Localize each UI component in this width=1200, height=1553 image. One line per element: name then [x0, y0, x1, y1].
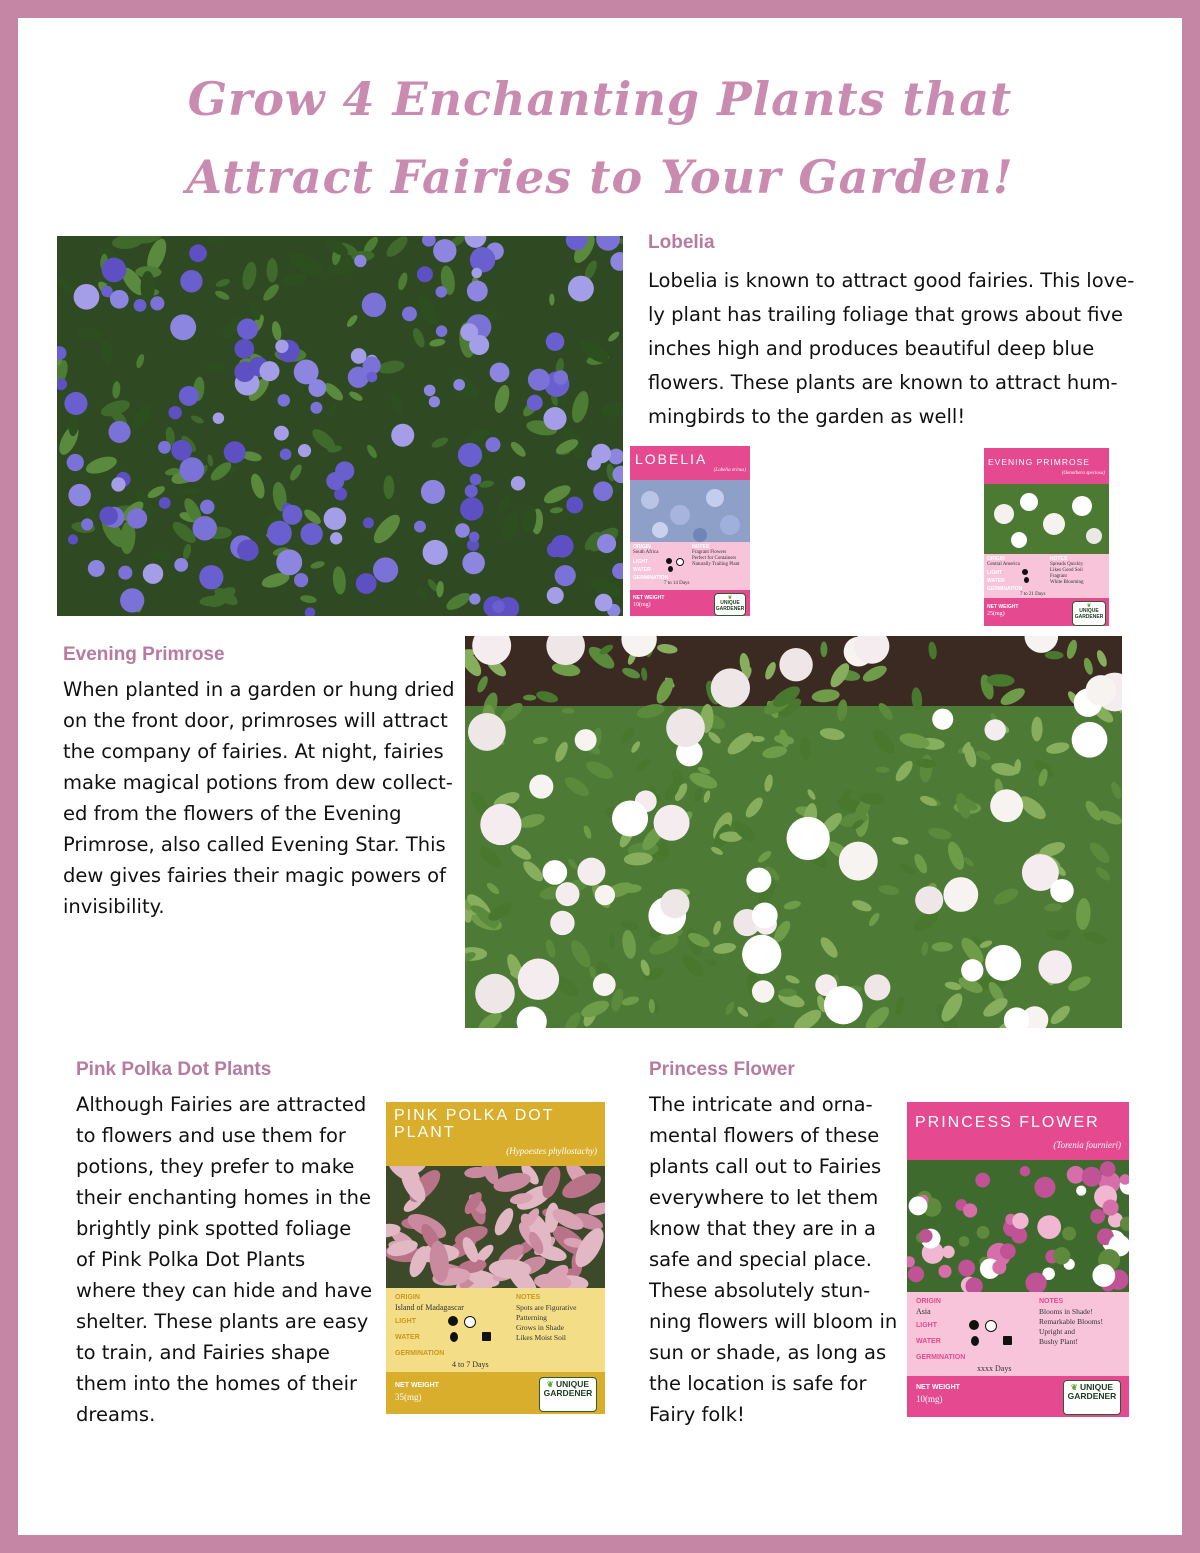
flower — [81, 518, 93, 530]
notes-label: NOTES — [1050, 556, 1068, 562]
flower — [391, 424, 414, 447]
net-weight-value: 35(mg) — [395, 1392, 422, 1402]
flower — [470, 247, 495, 272]
flower — [1034, 1177, 1055, 1198]
flower — [908, 1266, 924, 1282]
flower — [192, 516, 216, 540]
origin-value: Island of Madagascar — [395, 1303, 464, 1312]
foliage — [267, 258, 278, 282]
sun-icon — [448, 1316, 458, 1326]
net-weight-label: NET WEIGHT — [916, 1384, 960, 1391]
flower — [143, 563, 163, 583]
flower — [528, 369, 550, 391]
flower — [1020, 1166, 1031, 1177]
flower — [577, 858, 605, 886]
flower — [1037, 1215, 1061, 1239]
flower — [787, 817, 830, 860]
flower — [174, 558, 188, 572]
flower — [591, 444, 611, 464]
flower — [199, 565, 223, 589]
flower — [436, 286, 447, 297]
water-label: WATER — [633, 567, 651, 573]
flower — [1000, 1243, 1016, 1259]
flower — [326, 472, 344, 490]
flower — [752, 980, 774, 1002]
flower — [414, 521, 426, 533]
sun-icon — [666, 558, 672, 564]
notes-label: NOTES — [516, 1294, 541, 1301]
evening-primrose-description: When planted in a garden or hung dried on the front door, primroses will attract the company of fairies. At night, fairies make magical potions from dew collect- ed from the flowers of the Evening Primrose, also called Evening Star. This dew gives fairies their magic powers of invisibility. — [63, 678, 455, 918]
sun-icon — [969, 1320, 979, 1330]
flower — [433, 239, 456, 262]
flower — [436, 325, 447, 336]
brand-line-2: GARDENER — [543, 1388, 593, 1399]
water-label: WATER — [916, 1338, 941, 1345]
flower — [975, 1173, 990, 1188]
flower — [556, 882, 580, 906]
packet-info — [907, 1292, 1129, 1376]
flower — [597, 534, 616, 553]
flower — [373, 557, 398, 582]
flower — [158, 441, 171, 454]
flower — [189, 244, 207, 262]
flower — [990, 789, 1023, 822]
princess-flower-heading: Princess Flower — [649, 1059, 795, 1080]
flower — [1100, 1161, 1116, 1177]
flower — [298, 444, 311, 457]
flower — [511, 476, 525, 490]
flower — [543, 407, 566, 430]
flower — [711, 668, 750, 707]
origin-value: Asia — [916, 1307, 931, 1316]
sun-icon — [1022, 569, 1028, 575]
flower — [915, 886, 943, 914]
flower — [468, 713, 506, 751]
water-drop-icon — [971, 1336, 979, 1346]
net-weight-value: 10(mg) — [633, 602, 651, 608]
flower — [213, 412, 224, 423]
grid-icon — [482, 1332, 491, 1341]
flower — [943, 877, 978, 912]
flower — [1038, 950, 1071, 983]
page — [18, 18, 1182, 1535]
flower — [824, 986, 863, 1025]
flower — [568, 276, 594, 302]
flower — [351, 348, 367, 364]
flower — [64, 392, 87, 415]
brand-badge — [1072, 601, 1106, 626]
flower — [429, 396, 440, 407]
flower — [469, 532, 479, 542]
flower — [595, 885, 615, 905]
flower — [529, 774, 553, 798]
flower — [518, 959, 559, 1000]
evening-primrose-seed-packet — [984, 448, 1109, 626]
flower — [363, 517, 374, 528]
brand-line-1: UNIQUE — [1080, 1382, 1114, 1392]
leaf-icon: ❦ — [546, 1380, 554, 1389]
packet-image — [984, 484, 1109, 554]
flower — [402, 306, 417, 321]
flower — [1067, 1166, 1085, 1184]
flower — [278, 394, 290, 406]
flower — [958, 1260, 975, 1277]
flower — [480, 804, 521, 845]
flower — [527, 395, 543, 411]
lobelia-seed-packet — [630, 446, 750, 616]
flower — [470, 474, 482, 486]
flower — [455, 523, 470, 538]
flower — [224, 441, 246, 463]
leaf-icon: ❦ — [1086, 603, 1092, 609]
flower — [551, 535, 574, 558]
notes-value: Blooms in Shade! Remarkable Blooms! Upright and Bushy Plant! — [1039, 1307, 1103, 1346]
flower — [200, 500, 214, 514]
flower — [1092, 1264, 1115, 1287]
half-sun-icon — [985, 1320, 997, 1332]
flower — [1050, 879, 1074, 903]
flower — [612, 800, 648, 836]
foliage — [523, 695, 536, 701]
flower — [553, 370, 568, 385]
lobelia-description: Lobelia is known to attract good fairies. This love- ly plant has trailing foliage that grows about five inches high and produces beautiful deep blue flowers. These plants are known to attract hum- mingbirds to the garden as well! — [648, 269, 1135, 428]
flower — [421, 480, 445, 504]
flower — [909, 1196, 928, 1215]
flower — [593, 973, 616, 996]
foliage — [778, 988, 797, 996]
flower — [779, 648, 812, 681]
packet-footer — [907, 1376, 1129, 1417]
brand-line-2: GARDENER — [1067, 1391, 1117, 1402]
flower — [460, 497, 483, 520]
germination-label: GERMINATION — [987, 586, 1023, 592]
flower — [80, 286, 95, 301]
flower — [280, 449, 292, 461]
flower — [424, 385, 436, 397]
flower — [595, 594, 613, 612]
packet-footer — [386, 1372, 605, 1414]
flower — [977, 1226, 990, 1239]
flower — [275, 340, 288, 353]
flower — [490, 362, 510, 382]
packet-footer — [984, 598, 1109, 626]
pink-polka-dot-heading: Pink Polka Dot Plants — [76, 1059, 272, 1080]
flower — [150, 296, 164, 310]
germination-value: xxxx Days — [977, 1364, 1012, 1373]
flower — [99, 506, 118, 525]
flower — [237, 319, 258, 340]
flower — [310, 402, 322, 414]
packet-info — [630, 542, 750, 590]
lobelia-photo — [57, 236, 623, 616]
flower — [274, 426, 289, 441]
flower — [1086, 675, 1117, 706]
packet-info — [386, 1288, 605, 1372]
flower — [546, 332, 565, 351]
flower — [324, 507, 347, 530]
packet-latin-name: (Lobelia erinus) — [713, 468, 746, 473]
flower — [492, 600, 504, 612]
packet-title-line-1: PINK POLKA DOT — [394, 1107, 555, 1124]
flower — [300, 523, 322, 545]
flower — [118, 566, 132, 580]
flower — [575, 729, 597, 751]
flower — [308, 379, 326, 397]
flower — [961, 959, 983, 981]
flower — [593, 481, 613, 501]
flower — [170, 314, 196, 340]
germination-label: GERMINATION — [395, 1350, 445, 1357]
flower — [985, 945, 1021, 981]
flower — [742, 935, 781, 974]
flower — [120, 588, 144, 612]
flower — [666, 708, 705, 747]
princess-flower-seed-packet — [907, 1102, 1129, 1417]
light-label: LIGHT — [987, 570, 1002, 576]
notes-value: Spots are Figurative Patterning Grows in Shade Likes Moist Soil — [516, 1303, 577, 1342]
flower — [985, 719, 1006, 740]
flower — [102, 258, 127, 283]
brand-line-1: UNIQUE — [556, 1379, 590, 1389]
flower — [1102, 1200, 1118, 1216]
flower — [169, 406, 182, 419]
flower — [68, 484, 90, 506]
flower — [550, 911, 574, 935]
flower — [111, 477, 125, 491]
brand-badge — [1063, 1380, 1121, 1415]
flower — [294, 573, 308, 587]
flower — [362, 293, 386, 317]
flower — [180, 270, 202, 292]
princess-flower-description: The intricate and orna- mental flowers of these plants call out to Fairies everywhere to let them know that they are in a safe and special place. These absolutely stun- ning flowers will bloom in sun or shade, as long as the location is safe for Fairy folk! — [649, 1093, 898, 1426]
flower — [179, 457, 204, 482]
pink-polka-dot-seed-packet — [386, 1102, 605, 1414]
packet-title: LOBELIA — [635, 451, 708, 467]
origin-value: Central America — [987, 562, 1020, 567]
flower — [469, 335, 489, 355]
flower — [1072, 722, 1108, 758]
flower — [462, 552, 485, 575]
net-weight-label: NET WEIGHT — [987, 604, 1019, 610]
notes-label: NOTES — [1039, 1298, 1064, 1305]
flower — [1029, 1274, 1047, 1292]
net-weight-value: 10(mg) — [916, 1394, 943, 1404]
flower — [959, 1236, 970, 1247]
origin-value: South Africa — [633, 550, 659, 555]
flower — [469, 593, 480, 604]
origin-label: ORIGIN — [916, 1298, 941, 1305]
water-drop-icon — [450, 1332, 458, 1342]
flower — [282, 505, 302, 525]
flower — [354, 255, 366, 267]
flower — [471, 268, 481, 278]
brand-badge — [539, 1377, 597, 1412]
flower — [919, 1229, 933, 1243]
origin-label: ORIGIN — [395, 1294, 420, 1301]
flower — [485, 437, 500, 452]
net-weight-value: 25(mg) — [987, 611, 1005, 617]
flower — [1082, 1167, 1102, 1187]
flower — [276, 549, 302, 575]
flower — [1062, 1227, 1076, 1241]
packet-footer — [630, 590, 750, 616]
flower — [660, 889, 689, 918]
half-sun-icon — [464, 1316, 476, 1328]
flower — [453, 379, 465, 391]
flower — [864, 974, 890, 1000]
brand-line-1: UNIQUE — [720, 600, 740, 607]
origin-label: ORIGIN — [633, 544, 651, 550]
packet-image — [386, 1166, 605, 1288]
packet-title-line-2: PLANT — [394, 1124, 456, 1141]
water-drop-icon — [668, 566, 673, 572]
flower — [458, 443, 482, 467]
brand-line-1: UNIQUE — [1079, 608, 1099, 615]
leaf-icon: ❦ — [1070, 1383, 1078, 1392]
grid-icon — [1003, 1336, 1012, 1345]
flower — [566, 496, 583, 513]
flower — [746, 868, 771, 893]
light-label: LIGHT — [633, 559, 648, 565]
flower — [179, 386, 199, 406]
germination-value: 7 to 14 Days — [664, 581, 690, 586]
foliage — [820, 642, 827, 658]
flower — [88, 560, 105, 577]
flower — [134, 299, 147, 312]
flower — [330, 532, 342, 544]
flower — [423, 540, 448, 565]
origin-label: ORIGIN — [987, 556, 1005, 562]
flower — [555, 565, 576, 586]
flower — [992, 1260, 1006, 1274]
packet-image — [630, 480, 750, 542]
flower — [932, 709, 953, 730]
flower — [259, 361, 279, 381]
packet-latin-name: (Oenothera speciosa) — [1061, 471, 1105, 476]
foliage — [384, 475, 395, 499]
light-label: LIGHT — [916, 1322, 937, 1329]
notes-label: NOTES — [692, 544, 710, 550]
brand-line-2: GARDENER — [715, 605, 745, 612]
packet-title: PRINCESS FLOWER — [915, 1114, 1100, 1131]
flower — [475, 974, 515, 1014]
germination-label: GERMINATION — [916, 1354, 966, 1361]
water-label: WATER — [987, 578, 1005, 584]
flower — [942, 1246, 955, 1259]
flower — [159, 497, 171, 509]
flower — [752, 903, 778, 929]
flower — [110, 290, 129, 309]
half-sun-icon — [676, 558, 684, 566]
flower — [963, 1203, 977, 1217]
packet-image — [907, 1160, 1129, 1292]
germination-label: GERMINATION — [633, 575, 669, 581]
flower — [234, 339, 254, 359]
notes-value: Fragrant Flowers Perfect for Containers Naturally Trailing Plant — [692, 550, 740, 567]
flower — [67, 454, 84, 471]
foliage — [141, 271, 155, 303]
packet-latin-name: (Torenia fournieri) — [1053, 1140, 1121, 1150]
pink-polka-dot-description: Although Fairies are attracted to flowers and use them for potions, they prefer to make their enchanting homes in the brightly pink spotted foliage of Pink Polka Dot Plants where they can hide and have shelter. These plants are easy to train, and Fairies shape them into the homes of their dreams. — [76, 1093, 373, 1426]
germination-value: 4 to 7 Days — [452, 1360, 489, 1369]
packet-info — [984, 554, 1109, 598]
page-title — [18, 60, 1182, 216]
notes-value: Spreads Quickly Likes Good Soil Fragrant White Blooming — [1050, 562, 1084, 585]
flower — [467, 281, 488, 302]
flower — [68, 534, 78, 544]
germination-value: 7 to 21 Days — [1020, 592, 1046, 597]
evening-primrose-photo — [465, 636, 1122, 1028]
flower — [547, 587, 564, 604]
flower — [108, 421, 130, 443]
packet-latin-name: (Hypoestes phyllostachy) — [506, 1146, 597, 1156]
flower — [1090, 1209, 1105, 1224]
flower — [465, 484, 478, 497]
net-weight-label: NET WEIGHT — [395, 1382, 439, 1389]
evening-primrose-heading: Evening Primrose — [63, 644, 225, 665]
water-drop-icon — [1024, 577, 1029, 583]
brand-badge — [714, 593, 746, 616]
flower — [839, 842, 878, 881]
light-label: LIGHT — [395, 1318, 416, 1325]
flower — [366, 372, 377, 383]
leaf-icon: ❦ — [727, 595, 733, 601]
flower — [237, 539, 259, 561]
flower — [938, 1265, 951, 1278]
packet-title: EVENING PRIMROSE — [988, 457, 1090, 467]
flower — [171, 440, 192, 461]
water-label: WATER — [395, 1334, 420, 1341]
flower — [1076, 1185, 1086, 1195]
flower — [1053, 1247, 1070, 1264]
flower — [417, 266, 433, 282]
net-weight-label: NET WEIGHT — [633, 595, 665, 601]
flower — [542, 860, 567, 885]
flower — [127, 508, 147, 528]
title-line-1: Grow 4 Enchanting Plants that — [187, 72, 1013, 126]
flower — [1012, 1213, 1028, 1229]
lobelia-heading: Lobelia — [648, 232, 715, 253]
brand-line-2: GARDENER — [1074, 613, 1104, 620]
flower — [267, 521, 292, 546]
title-line-2: Attract Fairies to Your Garden! — [186, 150, 1014, 204]
flower — [356, 573, 377, 594]
flower — [654, 805, 690, 841]
